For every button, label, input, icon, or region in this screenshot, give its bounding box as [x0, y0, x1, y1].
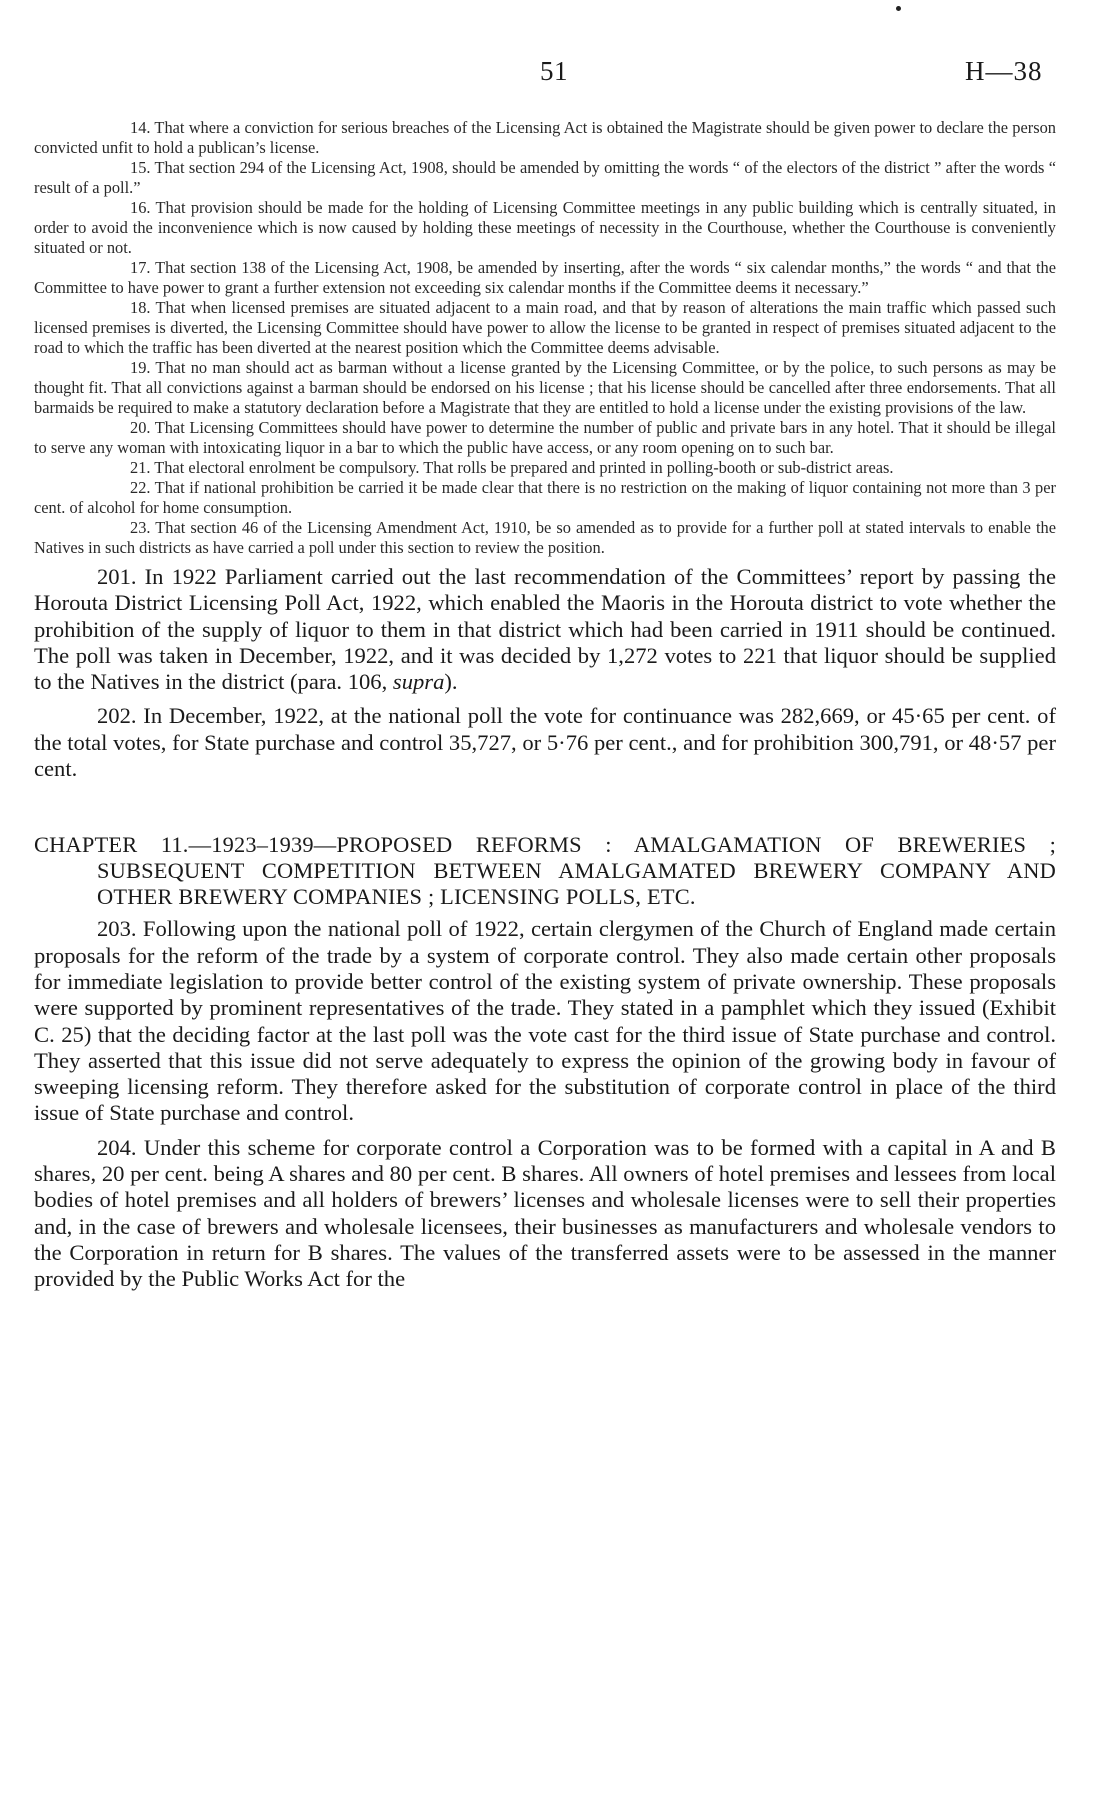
recommendation-14: 14. That where a conviction for serious breaches of the Licensing Act is obtained the Magistrate should be given power to declare the person convicted unfit to hold a publican’s license. — [34, 118, 1056, 157]
recommendation-20: 20. That Licensing Committees should have power to determine the number of public and private bars in any hotel. That it should be illegal to serve any woman with intoxicating liquor in a bar to which the public have access, or any room opening on to such bar. — [34, 418, 1056, 457]
recommendation-22: 22. That if national prohibition be carried it be made clear that there is no restriction on the making of liquor containing not more than 3 per cent. of alcohol for home consumption. — [34, 478, 1056, 517]
page-mark-dot — [896, 6, 901, 11]
paragraph-201-italic: supra — [392, 669, 445, 695]
recommendation-18: 18. That when licensed premises are situated adjacent to a main road, and that by reason of alterations the main traffic which passed such licensed premises is diverted, the Licensing Committee should have power to allow the license to be granted in respect of premises situated adjacent to the road to which the traffic has been diverted at the nearest position which the Committee deems advisable. — [34, 298, 1056, 357]
paragraph-201 — [34, 564, 1056, 695]
document-reference: H—38 — [965, 56, 1043, 86]
paragraph-203: 203. Following upon the national poll of 1922, certain clergymen of the Church of England made certain proposals for the reform of the trade by a system of corporate control. They also made certain other proposals for immediate legislation to provide better control of the existing system of private ownership. These proposals were supported by prominent representatives of the trade. They stated in a pamphlet which they issued (Exhibit C. 25) that the deciding factor at the last poll was the vote cast for the third issue of State purchase and control. They asserted that this issue did not serve adequately to express the opinion of the growing body in favour of sweeping licensing reform. They therefore asked for the substitution of corporate control in place of the third issue of State purchase and control. — [34, 916, 1056, 1126]
paragraph-201-end: ). — [444, 669, 458, 695]
chapter-heading: CHAPTER 11.—1923–1939—PROPOSED REFORMS : AMALGAMATION OF BREWERIES ; SUBSEQUENT COMPETITION BETWEEN AMALGAMATED BREWERY COMPANY AND OTHER BREWERY COMPANIES ; LICENSING POLLS, ETC. — [34, 832, 1056, 910]
recommendation-17: 17. That section 138 of the Licensing Act, 1908, be amended by inserting, after the words “ six calendar months,” the words “ and that the Committee to have power to grant a further extension not exceeding six calendar months if the Committee deems it necessary.” — [34, 258, 1056, 297]
recommendation-16: 16. That provision should be made for the holding of Licensing Committee meetings in any public building which is centrally situated, in order to avoid the inconvenience which is now caused by holding these meetings of necessity in the Courthouse, whether the Courthouse is conveniently situated or not. — [34, 198, 1056, 257]
page-number: 51 — [540, 56, 568, 86]
page-body — [34, 118, 1056, 1293]
paragraph-204: 204. Under this scheme for corporate control a Corporation was to be formed with a capital in A and B shares, 20 per cent. being A shares and 80 per cent. B shares. All owners of hotel premises and lessees from local bodies of hotel premises and all holders of brewers’ licenses and wholesale licenses were to sell their properties and, in the case of brewers and wholesale licensees, their businesses as manufacturers and wholesale vendors to the Corporation in return for B shares. The values of the transferred assets were to be assessed in the manner provided by the Public Works Act for the — [34, 1134, 1056, 1292]
paragraph-202: 202. In December, 1922, at the national poll the vote for continuance was 282,669, or 45·65 per cent. of the total votes, for State purchase and control 35,727, or 5·76 per cent., and for prohibition 300,791, or 48·57 per cent. — [34, 703, 1056, 782]
recommendation-21: 21. That electoral enrolment be compulsory. That rolls be prepared and printed in polling-booth or sub-district areas. — [130, 458, 894, 477]
paragraph-201-text: 201. In 1922 Parliament carried out the last recommendation of the Committees’ report by passing the Horouta District Licensing Poll Act, 1922, which enabled the Maoris in the Horouta district to vote whether the prohibition of the supply of liquor to them in that district which had been carried in 1911 should be continued. The poll was taken in December, 1922, and it was decided by 1,272 votes to 221 that liquor should be supplied to the Natives in the district (para. 106, — [34, 564, 1056, 695]
recommendation-23: 23. That section 46 of the Licensing Amendment Act, 1910, be so amended as to provide for a further poll at stated intervals to enable the Natives in such districts as have carried a poll under this section to review the position. — [34, 518, 1056, 557]
recommendation-19: 19. That no man should act as barman without a license granted by the Licensing Committee, or by the police, to such persons as may be thought fit. That all convictions against a barman should be endorsed on his license ; that his license should be cancelled after three endorsements. That all barmaids be required to make a statutory declaration before a Magistrate that they are entitled to hold a license under the existing provisions of the law. — [34, 358, 1056, 417]
recommendation-15: 15. That section 294 of the Licensing Act, 1908, should be amended by omitting the words “ of the electors of the district ” after the words “ result of a poll.” — [34, 158, 1056, 197]
